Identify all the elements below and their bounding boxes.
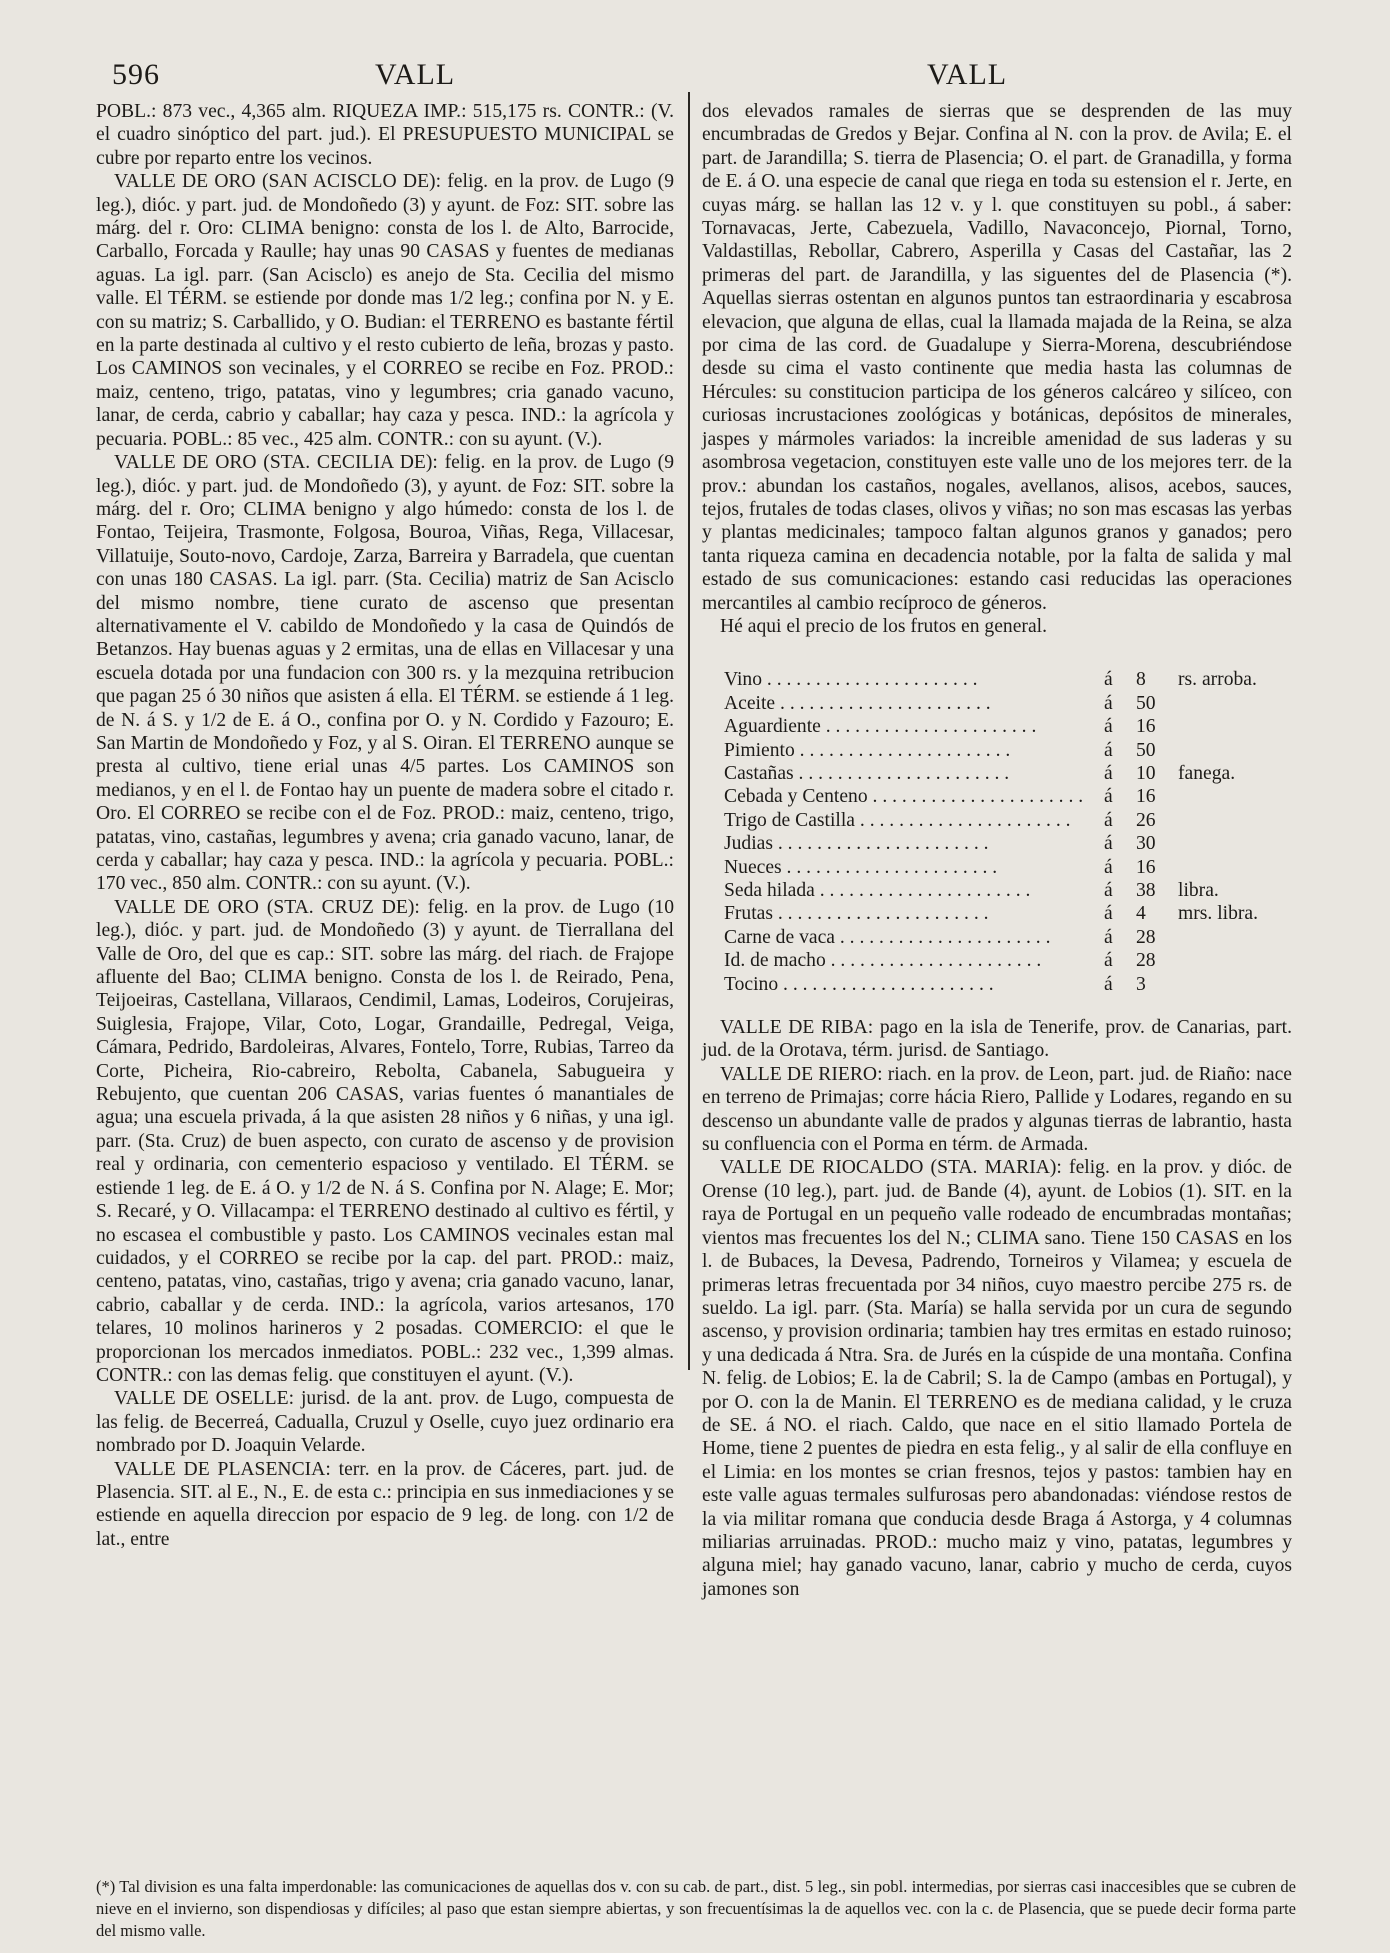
entry-plasencia-continued: dos elevados ramales de sierras que se desprenden de las muy encumbradas de Gredos y Bejar. Confina al N. con la prov. de Avila; E. el part. de Jarandilla; S. tierra de Plasencia; O. el part. de Granadilla, y forma de E. á O. una especie de canal que riega en toda su estension el r. Jerte, en cuyas márg. se hallan las 12 v. y l. que constituyen su pobl., á saber: Tornavacas, Jerte, Cabezuela, Vadillo, Navaconcejo, Piornal, Torno, Valdastillas, Rebollar, Cabrero, Asperilla y Casas del Castañar, las 2 primeras del part. de Jarandilla, y las siguentes del de Plasencia (*). Aquellas sierras ostentan en algunos puntos tan estraordinaria y escabrosa elevacion, que alguna de ellas, cual la llamada majada de la Reina, se alza por cima de las cord. de Guadalupe y Sierra-Morena, descubriéndose desde su cima el vasto continente que media hasta las columnas de Hércules: su constitucion participa de los géneros calcáreo y silíceo, con curiosas incrustaciones zoológicas y botánicas, depósitos de minerales, jaspes y mármoles variados: la increible amenidad de sus laderas y su asombrosa vegetacion, constituyen este valle uno de los mejores terr. de la prov.: abundan los castaños, nogales, avellanos, alisos, acebos, sauces, tejos, frutales de todas clases, olivos y viñas; no son mas escasas las yerbas y plantas medicinales; tampoco faltan algunos granos y ganados; pero tanta riqueza camina en decadencia notable, por la falta de salida y mal estado de sus comunicaciones: estando casi reducidas las operaciones mercantiles al cambio recíproco de géneros. [702, 101, 1292, 614]
entry-valle-de-riocaldo: VALLE DE RIOCALDO (STA. MARIA): felig. en la prov. y dióc. de Orense (10 leg.), part. jud. de Bande (4), ayunt. de Lobios (1). SIT. en la raya de Portugal en un pequeño valle rodeado de encumbradas montañas; vientos mas frecuentes los del N.; CLIMA sano. Tiene 150 CASAS en los l. de Bubaces, la Devesa, Padrendo, Torneiros y Vilamea; y escuela de primeras letras frecuentada por 34 niños, cuyo maestro percibe 275 rs. de sueldo. La igl. parr. (Sta. María) se halla servida por un cura de segundo ascenso, y provision ordinaria; tambien hay tres ermitas en estado ruinoso; y una dedicada á Ntra. Sra. de Jurés en la cúspide de una montaña. Confina N. felig. de Lobios; E. la de Cabril; S. la de Campo (ambas en Portugal), y por O. con la de Manin. El TERRENO es de mediana calidad, y le cruza de SE. á NO. el riach. Caldo, que nace en el sitio llamado Portela de Home, tiene 2 puentes de piedra en esta felig., y al salir de ella confluye en el Limia: en los montes se crian fresnos, tejos y pastos: tambien hay en este valle aguas termales sulfurosas pero abandonadas: viéndose restos de la via militar romana que conducia desde Braga á Astorga, y 4 columnas miliarias arruinadas. PROD.: mucho maiz y vino, patatas, legumbres y alguna miel; hay ganado vacuno, lanar, cabrio y mucho de cerda, cuyos jamones son [702, 1157, 1292, 1600]
price-value: 28 [1136, 950, 1156, 972]
price-row [724, 879, 1264, 902]
entry-valle-de-riero: VALLE DE RIERO: riach. en la prov. de Leon, part. jud. de Riaño: nace en terreno de Primajas; corre hácia Riero, Pallide y Lodares, regando en su descenso un abundante valle de prados y algunas tierras de labrantio, hasta su confluencia con el Porma en térm. de Armada. [702, 1063, 1292, 1156]
price-item: Cebada y Centeno . . . . . . . . . . . . . . . . . . . . . . [724, 786, 1084, 808]
price-unit [1178, 785, 1264, 808]
price-unit: mrs. libra. [1178, 903, 1258, 925]
price-prep: á [1104, 903, 1113, 925]
price-prep: á [1104, 692, 1113, 714]
price-unit: fanega. [1178, 762, 1236, 784]
entry-valle-de-oro-sta-cruz: VALLE DE ORO (STA. CRUZ DE): felig. en la prov. de Lugo (10 leg.), dióc. y part. jud. de Mondoñedo (3) y ayunt. de Tierrallana del Valle de Oro, del que es cap.: SIT. sobre las márg. del riach. de Frajope afluente del Bao; CLIMA benigno. Consta de los l. de Reirado, Pena, Teijoeiras, Castellana, Villaraos, Cendimil, Lamas, Lodeiros, Corujeiras, Suiglesia, Frajope, Vilar, Coto, Logar, Grandaille, Pedregal, Veiga, Cámara, Pedrido, Bardoleiras, Alvares, Fontelo, Torre, Rubias, Tarreo da Corte, Picheira, Rio-cabreiro, Rebolta, Cabanela, Sabugueira y Rebujento, que cuentan 206 CASAS, varias fuentes ó manantiales de agua; una escuela privada, á la que asisten 28 niños y 6 niñas, y una igl. parr. (Sta. Cruz) de buen aspecto, con curato de ascenso y de provision real y ordinaria, con cementerio espacioso y ventilado. El TÉRM. se estiende 1 leg. de E. á O. y 1/2 de N. á S. Confina por N. Alage; E. Mor; S. Recaré, y O. Villacampa: el TERRENO destinado al cultivo es fértil, y no escasea el combustible y pasto. Los CAMINOS vecinales estan mal cuidados, y el CORREO se recibe por la cap. del part. PROD.: maiz, centeno, patatas, vino, castañas, trigo y avena; cria ganado vacuno, lanar, cabrio, caballar y de cerda. IND.: la agrícola, varios artesanos, 170 telares, 10 molinos harineros y 2 posadas. COMERCIO: el que le proporcionan los mercados inmediatos. POBL.: 232 vec., 1,399 almas. CONTR.: con las demas felig. que constituyen el ayunt. (V.). [96, 896, 674, 1386]
price-prep: á [1104, 880, 1113, 901]
price-prep: á [1104, 762, 1113, 784]
entry-continuation: POBL.: 873 vec., 4,365 alm. RIQUEZA IMP.: 515,175 rs. CONTR.: (V. el cuadro sinóptico del part. jud.). El PRESUPUESTO MUNICIPAL se cubre por reparto entre los vecinos. [96, 101, 674, 169]
price-value: 16 [1136, 786, 1156, 808]
entry-valle-de-riba: VALLE DE RIBA: pago en la isla de Tenerife, prov. de Canarias, part. jud. de la Orotava, térm. jurisd. de Santiago. [702, 1017, 1292, 1062]
price-prep: á [1104, 809, 1113, 831]
price-item: Nueces . . . . . . . . . . . . . . . . . . . . . . [724, 856, 998, 878]
price-value: 26 [1136, 809, 1156, 831]
price-value: 4 [1136, 903, 1146, 925]
price-table [724, 668, 1264, 996]
price-unit [1178, 926, 1264, 949]
price-prep: á [1104, 973, 1113, 995]
right-column [702, 100, 1292, 1601]
price-value: 10 [1136, 762, 1156, 784]
running-head-left: VALL [375, 58, 456, 91]
price-item: Vino . . . . . . . . . . . . . . . . . . . . . . [724, 669, 978, 691]
price-item: Frutas . . . . . . . . . . . . . . . . . . . . . . [724, 903, 989, 925]
price-row [724, 739, 1264, 762]
price-row [724, 926, 1264, 949]
running-head-right: VALL [927, 58, 1008, 91]
price-unit [1178, 832, 1264, 855]
column-divider [688, 92, 690, 1370]
price-unit [1178, 715, 1264, 738]
price-item: Seda hilada . . . . . . . . . . . . . . . . . . . . . . [724, 880, 1031, 901]
price-item: Tocino . . . . . . . . . . . . . . . . . . . . . . [724, 973, 994, 995]
price-value: 50 [1136, 739, 1156, 761]
left-column [96, 100, 674, 1551]
price-item: Castañas . . . . . . . . . . . . . . . . . . . . . . [724, 762, 1010, 784]
price-item: Aceite . . . . . . . . . . . . . . . . . . . . . . [724, 692, 991, 714]
price-row [724, 973, 1264, 996]
entry-valle-de-plasencia: VALLE DE PLASENCIA: terr. en la prov. de Cáceres, part. jud. de Plasencia. SIT. al E., N., E. de esta c.: principia en sus inmediaciones y se estiende en aquella direccion por espacio de 9 leg. de long. con 1/2 de lat., entre [96, 1458, 674, 1550]
price-value: 16 [1136, 716, 1156, 738]
price-item: Id. de macho . . . . . . . . . . . . . . . . . . . . . . [724, 950, 1042, 972]
entry-valle-de-oselle: VALLE DE OSELLE: jurisd. de la ant. prov. de Lugo, compuesta de las felig. de Becerreá, Cadualla, Cruzul y Oselle, cuyo juez ordinario era nombrado por D. Joaquin Velarde. [96, 1388, 674, 1457]
price-row [724, 856, 1264, 879]
price-prep: á [1104, 786, 1113, 808]
entry-valle-de-oro-san-acisclo: VALLE DE ORO (SAN ACISCLO DE): felig. en la prov. de Lugo (9 leg.), dióc. y part. jud. de Mondoñedo (3) y ayunt. de Foz: SIT. sobre las márg. del r. Oro: CLIMA benigno: consta de los l. de Alto, Barrocide, Carballo, Forcada y Raulle; hay unas 90 CASAS y fuentes de medianas aguas. La igl. parr. (San Acisclo) es anejo de Sta. Cecilia del mismo valle. El TÉRM. se estiende por donde mas 1/2 leg.; confina por N. y E. con su matriz; S. Carballido, y O. Budian: el TERRENO es bastante fértil en la parte destinada al cultivo y el resto cubierto de leña, brozas y pasto. Los CAMINOS son vecinales, y el CORREO se recibe en Foz. PROD.: maiz, centeno, trigo, patatas, vino y legumbres; cria ganado vacuno, lanar, de cerda, cabrio y caballar; hay caza y pesca. IND.: la agrícola y pecuaria. POBL.: 85 vec., 425 alm. CONTR.: con su ayunt. (V.). [96, 171, 674, 450]
price-row [724, 715, 1264, 738]
price-item: Aguardiente . . . . . . . . . . . . . . . . . . . . . . [724, 716, 1037, 738]
price-unit: rs. arroba. [1178, 669, 1257, 691]
price-row [724, 692, 1264, 715]
page-number: 596 [112, 58, 160, 91]
price-value: 30 [1136, 833, 1156, 855]
price-unit [1178, 973, 1264, 996]
price-value: 16 [1136, 856, 1156, 878]
price-row [724, 785, 1264, 808]
price-prep: á [1104, 739, 1113, 761]
price-prep: á [1104, 950, 1113, 972]
price-row [724, 949, 1264, 972]
price-value: 38 [1136, 880, 1156, 901]
price-unit: libra. [1178, 880, 1219, 901]
price-prep: á [1104, 716, 1113, 738]
footnote: (*) Tal division es una falta imperdonable: las comunicaciones de aquellas dos v. con su cab. de part., dist. 5 leg., sin pobl. intermedias, por sierras casi inaccesibles que se cubren de nieve en el invierno, son dispendiosas y difíciles; al paso que estan siempre abiertas, y son frecuentísimas la de aquellos vec. con la c. de Plasencia, que se puede decir forma parte del mismo valle. [96, 1877, 1296, 1940]
price-value: 50 [1136, 692, 1156, 714]
price-row [724, 762, 1264, 785]
price-unit [1178, 692, 1264, 715]
price-row [724, 809, 1264, 832]
price-unit [1178, 739, 1264, 762]
price-prep: á [1104, 669, 1113, 691]
price-unit [1178, 809, 1264, 832]
price-item: Pimiento . . . . . . . . . . . . . . . . . . . . . . [724, 739, 1011, 761]
entry-valle-de-oro-sta-cecilia: VALLE DE ORO (STA. CECILIA DE): felig. en la prov. de Lugo (9 leg.), dióc. y part. jud. de Mondoñedo (3), y ayunt. de Foz: SIT. sobre la márg. del r. Oro; CLIMA benigno y algo húmedo: consta de los l. de Fontao, Teijeira, Trasmonte, Folgosa, Bouroa, Viñas, Rega, Villacesar, Villatuije, Souto-novo, Cardoje, Zarza, Barreira y Barradela, que cuentan con unas 180 CASAS. La igl. parr. (Sta. Cecilia) matriz de San Acisclo del mismo nombre, tiene curato de ascenso que presentan alternativamente el V. cabildo de Mondoñedo y la casa de Quindós de Betanzos. Hay buenas aguas y 2 ermitas, una de ellas en Villacesar y una escuela dotada por una fundacion con 300 rs. y la mezquina retribucion que pagan 25 ó 30 niños que asisten á ella. El TÉRM. se estiende á 1 leg. de N. á S. y 1/2 de E. á O., confina por O. y N. Cordido y Fazouro; E. San Martin de Mondoñedo y Foz, y al S. Oiran. El TERRENO aunque se presta al cultivo, tiene erial unas 4/5 partes. Los CAMINOS son medianos, y en el l. de Fontao hay un puente de madera sobre el citado r. Oro. El CORREO se recibe con el de Foz. PROD.: maiz, centeno, trigo, patatas, vino, castañas, legumbres y avena; cria ganado vacuno, lanar, de cerda y caballar; hay caza y pesca. IND.: la agrícola y pecuaria. POBL.: 170 vec., 850 alm. CONTR.: con su ayunt. (V.). [96, 452, 674, 895]
price-value: 28 [1136, 926, 1156, 948]
price-value: 3 [1136, 973, 1146, 995]
price-row [724, 832, 1264, 855]
price-item: Trigo de Castilla . . . . . . . . . . . . . . . . . . . . . . [724, 809, 1071, 831]
price-unit [1178, 856, 1264, 879]
prices-intro: Hé aqui el precio de los frutos en general. [720, 615, 1047, 637]
price-row [724, 902, 1264, 925]
price-item: Carne de vaca . . . . . . . . . . . . . . . . . . . . . . [724, 926, 1051, 948]
price-prep: á [1104, 856, 1113, 878]
price-prep: á [1104, 833, 1113, 855]
price-unit [1178, 949, 1264, 972]
price-row [724, 668, 1264, 691]
price-item: Judias . . . . . . . . . . . . . . . . . . . . . . [724, 833, 989, 855]
price-value: 8 [1136, 669, 1146, 691]
price-prep: á [1104, 926, 1113, 948]
